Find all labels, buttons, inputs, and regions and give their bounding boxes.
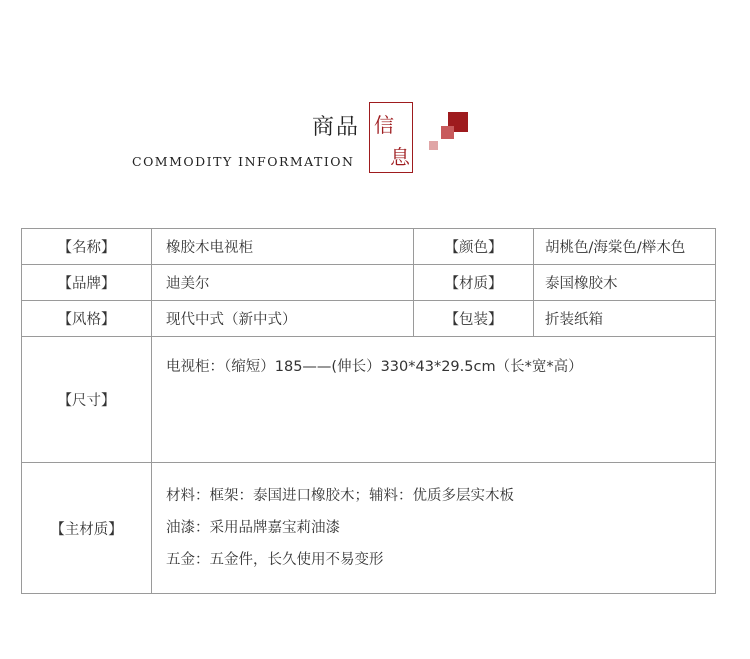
style-value: 现代中式（新中式）: [152, 301, 414, 337]
material-value: 泰国橡胶木: [534, 265, 716, 301]
table-row: [22, 463, 716, 594]
main-material-line: 五金：五金件，长久使用不易变形: [166, 552, 384, 568]
table-row: [22, 301, 716, 337]
title-box-char-1: 信: [374, 113, 394, 137]
table-row: [22, 265, 716, 301]
package-label: 【包装】: [414, 301, 534, 337]
title-chinese: 商品: [312, 115, 361, 140]
main-material-value: [152, 463, 716, 594]
decor-square-small: [429, 141, 438, 150]
title-english: COMMODITY INFORMATION: [132, 154, 355, 169]
name-value: 橡胶木电视柜: [152, 229, 414, 265]
table-row: [22, 229, 716, 265]
brand-label: 【品牌】: [22, 265, 152, 301]
title-box-char-2: 息: [390, 145, 410, 169]
name-label: 【名称】: [22, 229, 152, 265]
color-label: 【颜色】: [414, 229, 534, 265]
title-box: [369, 102, 413, 173]
package-value: 折装纸箱: [534, 301, 716, 337]
material-label: 【材质】: [414, 265, 534, 301]
style-label: 【风格】: [22, 301, 152, 337]
main-material-label: 【主材质】: [22, 463, 152, 594]
decor-square-medium: [441, 126, 454, 139]
size-label: 【尺寸】: [22, 337, 152, 463]
color-value: 胡桃色/海棠色/榉木色: [534, 229, 716, 265]
size-value: 电视柜：（缩短）185——(伸长）330*43*29.5cm（长*宽*高）: [152, 337, 716, 463]
main-material-line: 油漆：采用品牌嘉宝莉油漆: [166, 520, 340, 536]
product-info-table: [21, 228, 716, 594]
table-row: [22, 337, 716, 463]
brand-value: 迪美尔: [152, 265, 414, 301]
main-material-line: 材料：框架：泰国进口橡胶木；辅料：优质多层实木板: [166, 488, 514, 504]
section-header: [0, 0, 750, 200]
